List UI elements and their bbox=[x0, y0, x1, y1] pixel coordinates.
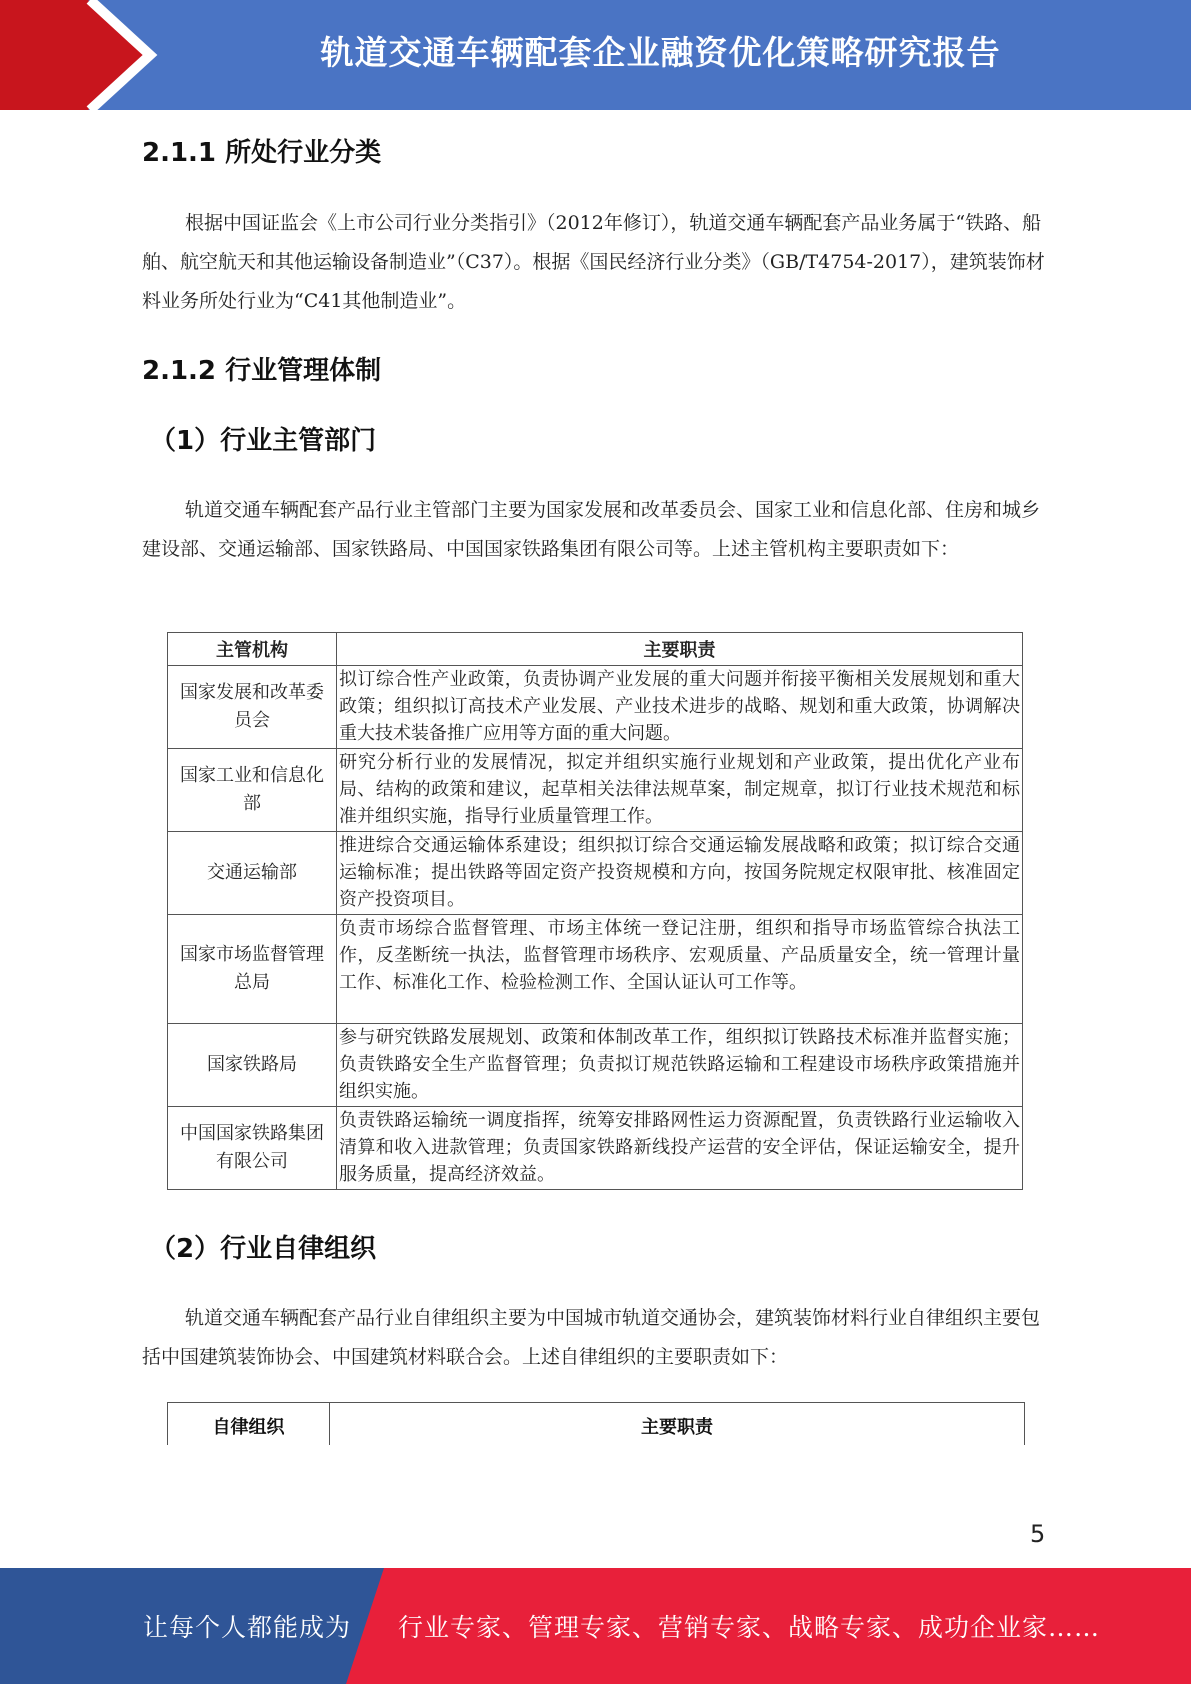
self-regulatory-table-header bbox=[167, 1402, 1025, 1445]
table-cell-org: 国家发展和改革委员会 bbox=[168, 666, 337, 749]
table-header-org: 主管机构 bbox=[168, 633, 337, 666]
table-cell-org: 中国国家铁路集团有限公司 bbox=[168, 1107, 337, 1190]
table-header-duty: 主要职责 bbox=[337, 633, 1023, 666]
table2-header-org: 自律组织 bbox=[168, 1403, 330, 1445]
table-header-row bbox=[168, 633, 1023, 666]
report-title: 轨道交通车辆配套企业融资优化策略研究报告 bbox=[320, 33, 1001, 72]
subsection-paragraph-1: 轨道交通车辆配套产品行业主管部门主要为国家发展和改革委员会、国家工业和信息化部、住房和城乡建设部、交通运输部、国家铁路局、中国国家铁路集团有限公司等。上述主管机构主要职责如下： bbox=[142, 499, 1041, 560]
table-cell-duty: 研究分析行业的发展情况，拟定并组织实施行业规划和产业政策，提出优化产业布局、结构的政策和建议，起草相关法律法规草案，制定规章，拟订行业技术规范和标准并组织实施，指导行业质量管理工作。 bbox=[337, 749, 1023, 832]
table-cell-duty: 负责铁路运输统一调度指挥，统筹安排路网性运力资源配置，负责铁路行业运输收入清算和收入进款管理；负责国家铁路新线投产运营的安全评估，保证运输安全，提升服务质量，提高经济效益。 bbox=[337, 1107, 1023, 1190]
footer-slogan-right: 行业专家、管理专家、营销专家、战略专家、成功企业家…… bbox=[398, 1613, 1101, 1642]
subsection-paragraph-2: 轨道交通车辆配套产品行业自律组织主要为中国城市轨道交通协会，建筑装饰材料行业自律组织主要包括中国建筑装饰协会、中国建筑材料联合会。上述自律组织的主要职责如下： bbox=[142, 1307, 1041, 1368]
table-cell-duty: 参与研究铁路发展规划、政策和体制改革工作，组织拟订铁路技术标准并监督实施；负责铁路安全生产监督管理；负责拟订规范铁路运输和工程建设市场秩序政策措施并组织实施。 bbox=[337, 1024, 1023, 1107]
authorities-table bbox=[167, 632, 1023, 1190]
table-cell-org: 国家市场监督管理总局 bbox=[168, 915, 337, 1024]
subsection-heading-1: （1）行业主管部门 bbox=[150, 426, 377, 456]
section-paragraph-2-1-1: 根据中国证监会《上市公司行业分类指引》（2012年修订），轨道交通车辆配套产品业务属于“铁路、船舶、航空航天和其他运输设备制造业”（C37）。根据《国民经济行业分类》（GB/T4754-2017），建筑装饰材料业务所处行业为“C41其他制造业”。 bbox=[142, 212, 1045, 312]
table-row bbox=[168, 832, 1023, 915]
subsection-heading-2: （2）行业自律组织 bbox=[150, 1234, 377, 1264]
table-cell-org: 国家工业和信息化部 bbox=[168, 749, 337, 832]
table-cell-duty: 推进综合交通运输体系建设；组织拟订综合交通运输发展战略和政策；拟订综合交通运输标准；提出铁路等固定资产投资规模和方向，按国务院规定权限审批、核准固定资产投资项目。 bbox=[337, 832, 1023, 915]
section-heading-2-1-2: 2.1.2 行业管理体制 bbox=[142, 356, 382, 386]
table-cell-duty: 拟订综合性产业政策，负责协调产业发展的重大问题并衔接平衡相关发展规划和重大政策；组织拟订高技术产业发展、产业技术进步的战略、规划和重大政策，协调解决重大技术装备推广应用等方面的重大问题。 bbox=[337, 666, 1023, 749]
table-row bbox=[168, 1107, 1023, 1190]
table-row bbox=[168, 749, 1023, 832]
table-row bbox=[168, 666, 1023, 749]
footer-slogan-left: 让每个人都能成为 bbox=[143, 1613, 352, 1642]
table-cell-duty: 负责市场综合监督管理、市场主体统一登记注册，组织和指导市场监管综合执法工作，反垄断统一执法，监督管理市场秩序、宏观质量、产品质量安全，统一管理计量工作、标准化工作、检验检测工作、全国认证认可工作等。 bbox=[337, 915, 1023, 1024]
page-number: 5 bbox=[1030, 1520, 1046, 1548]
table-row bbox=[168, 915, 1023, 1024]
page-footer bbox=[0, 1568, 1191, 1684]
table-row bbox=[168, 1024, 1023, 1107]
table-cell-org: 国家铁路局 bbox=[168, 1024, 337, 1107]
table-cell-org: 交通运输部 bbox=[168, 832, 337, 915]
header-red-arrow bbox=[0, 0, 148, 110]
table2-header-duty: 主要职责 bbox=[641, 1417, 713, 1438]
section-heading-2-1-1: 2.1.1 所处行业分类 bbox=[142, 138, 382, 168]
page-header bbox=[0, 0, 1191, 110]
